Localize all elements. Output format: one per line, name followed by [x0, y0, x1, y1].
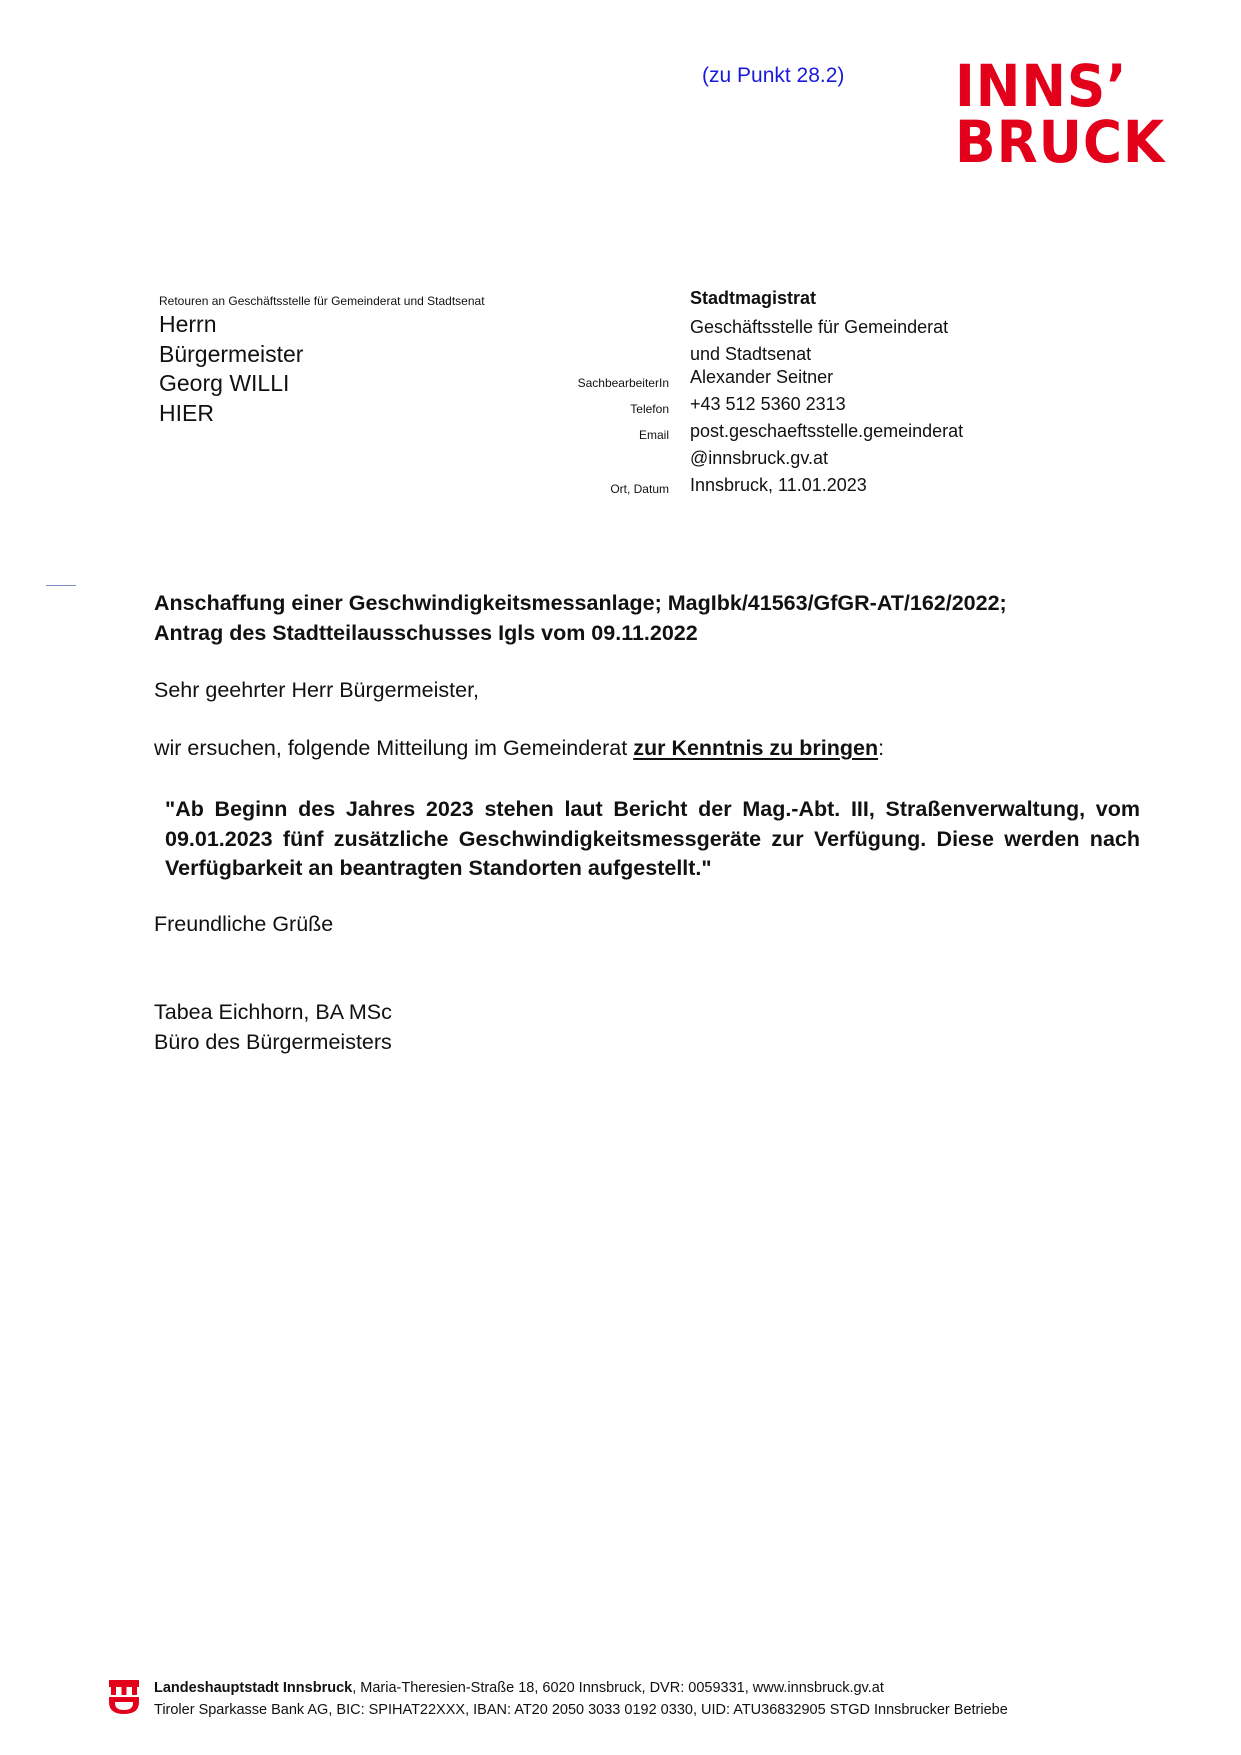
signature	[154, 998, 392, 1057]
innsbruck-logo	[955, 52, 1193, 176]
footer-line-1	[154, 1677, 1008, 1699]
city-emblem-icon	[109, 1680, 139, 1714]
email-label: Email	[638, 428, 669, 442]
sender-org-line: und Stadtsenat	[690, 343, 812, 364]
footer-address: , Maria-Theresien-Straße 18, 6020 Innsbruck, DVR: 0059331, www.innsbruck.gv.at	[352, 1680, 884, 1696]
sender-org	[690, 314, 948, 367]
request-text: wir ersuchen, folgende Mitteilung im Gemeinderat	[154, 736, 634, 760]
footer-org: Landeshauptstadt Innsbruck	[154, 1680, 353, 1696]
clerk-label: SachbearbeiterIn	[577, 376, 669, 390]
footer-line-2: Tiroler Sparkasse Bank AG, BIC: SPIHAT22XXX, IBAN: AT20 2050 3033 0192 0330, UID: ATU36832905 STGD Innsbrucker Betriebe	[154, 1702, 1008, 1718]
recipient-line: Herrn	[159, 311, 217, 337]
subject-line-1: Anschaffung einer Geschwindigkeitsmessanlage; MagIbk/41563/GfGR-AT/162/2022;	[154, 591, 1007, 615]
quoted-notice: "Ab Beginn des Jahres 2023 stehen laut Bericht der Mag.-Abt. III, Straßenverwaltung, vom 09.01.2023 fünf zusätzliche Geschwindigkeitsmessgeräte zur Verfügung. Diese werden nach Verfügbarkeit an beantragten Standorten aufgestellt."	[165, 797, 1140, 880]
footer	[154, 1677, 1008, 1721]
recipient-line: Georg WILLI	[159, 370, 290, 396]
recipient-line: Bürgermeister	[159, 340, 304, 367]
email-value: post.geschaeftsstelle.gemeinderat	[690, 421, 964, 441]
recipient-line: HIER	[159, 399, 214, 426]
clerk-value: Alexander Seitner	[690, 367, 834, 387]
sender-head: Stadtmagistrat	[690, 288, 817, 308]
logo-line-2: BRUCK	[955, 108, 1166, 176]
subject-line-2: Antrag des Stadtteilausschusses Igls vom 09.11.2022	[154, 621, 698, 645]
email-domain-value: @innsbruck.gv.at	[690, 448, 828, 468]
request-end: :	[878, 736, 885, 760]
place-date-value: Innsbruck, 11.01.2023	[690, 475, 867, 495]
signature-office: Büro des Bürgermeisters	[154, 1029, 392, 1054]
margin-mark	[46, 585, 76, 586]
sender-org-line: Geschäftsstelle für Gemeinderat	[690, 317, 949, 337]
logo-line-1: INNS’	[955, 52, 1128, 120]
request-sentence	[154, 736, 884, 761]
phone-label: Telefon	[630, 402, 669, 416]
recipient-address	[159, 310, 303, 428]
point-reference: (zu Punkt 28.2)	[702, 64, 845, 87]
place-date-label: Ort, Datum	[610, 482, 669, 496]
request-emphasis: zur Kenntnis zu bringen	[633, 736, 879, 760]
signature-name: Tabea Eichhorn, BA MSc	[154, 1000, 392, 1024]
returns-note: Retouren an Geschäftsstelle für Gemeinderat und Stadtsenat	[159, 294, 485, 308]
salutation: Sehr geehrter Herr Bürgermeister,	[154, 678, 480, 702]
phone-value: +43 512 5360 2313	[690, 394, 846, 414]
subject	[154, 588, 1007, 648]
closing: Freundliche Grüße	[154, 912, 334, 936]
